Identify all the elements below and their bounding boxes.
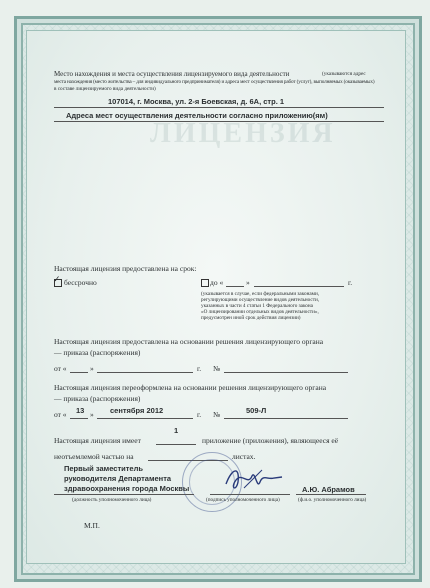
underline [224, 372, 348, 373]
year-suffix: г. [197, 364, 202, 373]
underline [97, 372, 193, 373]
term-until-end: » [246, 278, 250, 287]
underline [224, 418, 348, 419]
underline [54, 494, 194, 495]
signer-title: здравоохранения города Москвы [64, 484, 190, 493]
term-note: «О лицензировании отдельных видов деятельности», [201, 309, 319, 315]
term-note: регулирующими осуществление видов деятельности, [201, 297, 320, 303]
from-label: от « [54, 410, 67, 419]
integral-part: неотъемлемой частью на [54, 452, 134, 461]
location-note: в составе лицензируемого вида деятельности) [54, 86, 156, 92]
basis-line: Настоящая лицензия предоставлена на основании решения лицензирующего органа [54, 337, 324, 346]
sign-caption: (ф.и.о. уполномоченного лица) [298, 497, 367, 503]
underline [97, 418, 193, 419]
reissue-month-year: сентября 2012 [110, 406, 164, 415]
attachments-prefix: Настоящая лицензия имеет [54, 436, 141, 445]
underline [70, 418, 88, 419]
reissue-line: — приказа (распоряжения) [54, 394, 141, 403]
location-note: (указываются адрес [322, 71, 366, 77]
underline [70, 372, 88, 373]
from-label: от « [54, 364, 67, 373]
underline [226, 286, 244, 287]
sign-caption: (должность уполномоченного лица) [72, 497, 152, 503]
mp-label: М.П. [84, 521, 100, 530]
term-note: (указывается в случае, если федеральными законами, [201, 291, 320, 297]
signer-title: руководителя Департамента [64, 474, 172, 483]
term-unlimited: бессрочно [64, 278, 97, 287]
underline [54, 121, 384, 122]
year-suffix: г. [197, 410, 202, 419]
location-heading: Место нахождения и места осуществления лицензируемого вида деятельности [54, 70, 290, 78]
date-close: » [90, 410, 94, 419]
signer-name: А.Ю. Абрамов [302, 485, 355, 494]
license-address: 107014, г. Москва, ул. 2-я Боевская, д. 6А, стр. 1 [108, 97, 285, 106]
reissue-day: 13 [76, 406, 85, 415]
sheets-label: листах. [232, 452, 256, 461]
attachments-suffix: приложение (приложения), являющееся её [202, 436, 339, 445]
term-year: г. [348, 278, 353, 287]
term-label: Настоящая лицензия предоставлена на срок: [54, 264, 197, 273]
underline [210, 494, 290, 495]
signer-title: Первый заместитель [64, 464, 143, 473]
underline [296, 494, 366, 495]
signature-image [222, 462, 292, 496]
location-note: места нахождения (место жительства – для индивидуального предпринимателя) и адреса мест осуществления работ (услуг), выполняемых (оказываемых) [54, 79, 375, 85]
underline [54, 107, 384, 108]
attachments-count: 1 [174, 426, 179, 435]
checkmark-icon: ✓ [53, 274, 61, 284]
watermark-text: ЛИЦЕНЗИЯ [150, 118, 336, 149]
underline [156, 444, 196, 445]
term-until: до « [210, 278, 224, 287]
term-note: предусмотрен иной срок действия лицензии) [201, 315, 301, 321]
sign-caption: (подпись уполномоченного лица) [206, 497, 280, 503]
term-note: указанных в части 4 статьи 1 Федерального закона [201, 303, 313, 309]
date-close: » [90, 364, 94, 373]
basis-line: — приказа (распоряжения) [54, 348, 141, 357]
until-checkbox [201, 279, 209, 287]
addresses-note: Адреса мест осуществления деятельности согласно приложению(ям) [66, 111, 328, 120]
number-label: № [213, 364, 221, 373]
reissue-line: Настоящая лицензия переоформлена на основании решения лицензирующего органа [54, 383, 327, 392]
underline [254, 286, 344, 287]
number-label: № [213, 410, 221, 419]
reissue-number: 509-Л [246, 406, 267, 415]
